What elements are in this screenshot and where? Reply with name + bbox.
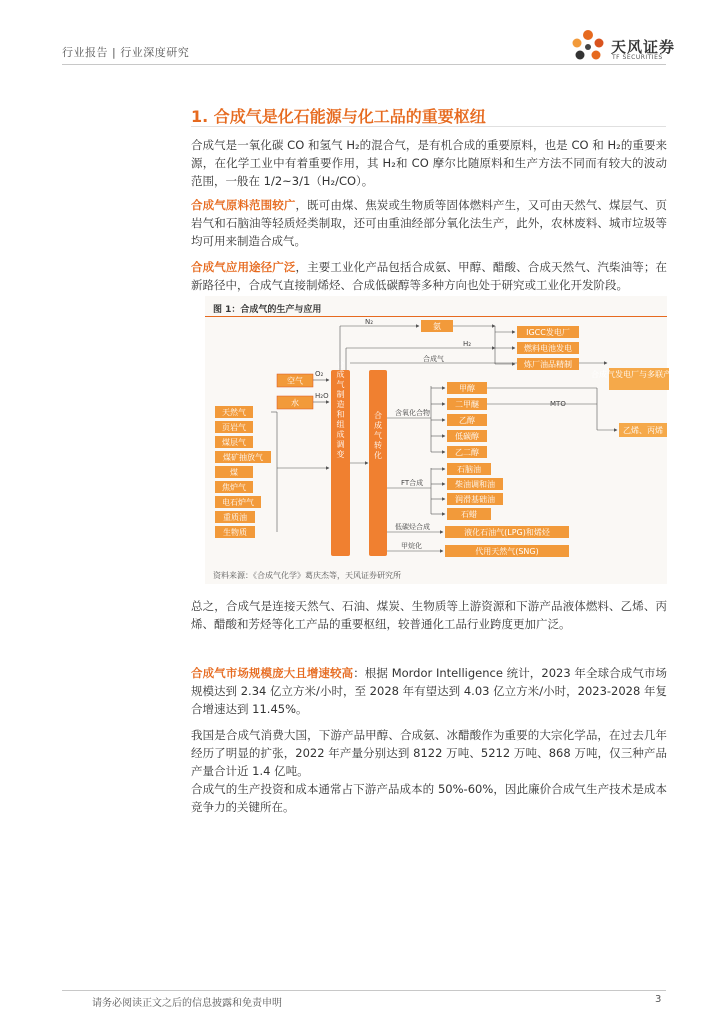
label-n2: N₂	[365, 318, 374, 326]
footer-divider	[62, 990, 666, 991]
svg-text:重质油: 重质油	[223, 513, 247, 522]
logo-icon	[568, 26, 608, 64]
label-syngas: 合成气	[423, 355, 444, 363]
svg-text:电石炉气: 电石炉气	[222, 498, 254, 507]
olefins-box	[619, 423, 667, 437]
label-oxygenates: 含氧化合物	[395, 409, 430, 417]
svg-text:焦炉气: 焦炉气	[222, 483, 246, 492]
svg-text:合成气发电厂与多联产技术: 合成气发电厂与多联产技术	[591, 370, 687, 379]
svg-text:代用天然气(SNG): 代用天然气(SNG)	[475, 547, 539, 556]
label-h2o: H₂O	[315, 392, 329, 400]
paragraph-intro: 合成气是一氧化碳 CO 和氢气 H₂的混合气，是有机合成的重要原料，也是 CO 和 H₂的重要来源，在化学工业中有着重要作用，其 H₂和 CO 摩尔比随原料和生产方法不同而有较大的波动范围，一般在 1/2~3/1（H₂/CO）。	[191, 138, 667, 188]
svg-text:合成气制造和组成调变: 合成气制造和组成调变	[336, 360, 345, 460]
paragraph-market-body: ：根据 Mordor Intelligence 统计，2023 年全球合成气市场规模达到 2.34 亿立方米/小时，至 2028 年有望达到 4.03 亿立方米/小时，2023-2028 年复合增速达到 11.45%。	[191, 666, 667, 716]
input-air	[277, 374, 313, 387]
process-conversion	[369, 370, 387, 556]
svg-text:乙醇: 乙醇	[459, 416, 475, 425]
svg-text:燃料电池发电: 燃料电池发电	[524, 344, 572, 353]
product-ammonia	[421, 320, 453, 332]
syngas-flow-diagram	[205, 318, 687, 568]
svg-text:煤层气: 煤层气	[222, 438, 246, 447]
highlight-feedstock: 合成气原料范围较广	[191, 198, 296, 212]
input-water	[277, 396, 313, 409]
paragraph-market	[191, 664, 667, 718]
figure-source: 资料来源：《合成气化学》葛庆杰等，天风证券研究所	[213, 571, 401, 580]
label-methanation: 甲烷化	[401, 542, 422, 550]
svg-text:甲醇: 甲醇	[459, 384, 475, 393]
paragraph-applications	[191, 258, 667, 294]
svg-text:石脑油: 石脑油	[457, 465, 481, 474]
lpg-box	[445, 526, 569, 538]
svg-text:液化石油气(LPG)和烯烃: 液化石油气(LPG)和烯烃	[464, 528, 550, 537]
svg-text:炼厂油品精制: 炼厂油品精制	[524, 360, 572, 369]
highlight-market: 合成气市场规模庞大且增速较高	[191, 666, 354, 680]
svg-text:氨: 氨	[433, 322, 441, 331]
section-title: 1. 合成气是化石能源与化工品的重要枢纽	[191, 107, 486, 126]
highlight-applications: 合成气应用途径广泛	[191, 260, 296, 274]
top-right-products	[517, 326, 579, 370]
label-low-carbon: 低碳烃合成	[395, 523, 430, 531]
paragraph-feedstock-body: ，既可由煤、焦炭或生物质等固体燃料产生，又可由天然气、煤层气、页岩气和石脑油等轻质烃类制取，还可由重油经部分氧化法生产，此外，农林废料、城市垃圾等均可用来制造合成气。	[191, 198, 667, 248]
svg-text:IGCC发电厂: IGCC发电厂	[526, 328, 570, 337]
paragraph-feedstock	[191, 196, 667, 250]
label-ft: FT合成	[401, 479, 424, 487]
process-production	[331, 359, 350, 556]
svg-text:煤矿抽放气: 煤矿抽放气	[223, 453, 263, 462]
svg-text:二甲醚: 二甲醚	[455, 400, 479, 409]
svg-text:石蜡: 石蜡	[461, 510, 477, 519]
paragraph-summary: 总之，合成气是连接天然气、石油、煤炭、生物质等上游资源和下游产品液体燃料、乙烯、丙烯、醋酸和芳烃等化工产品的重要枢纽，较普通化工品行业跨度更加广泛。	[191, 599, 667, 631]
svg-text:页岩气: 页岩气	[222, 423, 246, 432]
label-o2: O₂	[315, 370, 324, 378]
figure-title-rule	[205, 316, 667, 317]
section-divider	[191, 126, 666, 127]
footer-disclaimer: 请务必阅读正文之后的信息披露和免责申明	[92, 998, 282, 1009]
svg-text:乙烯、丙烯: 乙烯、丙烯	[623, 426, 663, 435]
figure-title: 图 1：合成气的生产与应用	[213, 305, 322, 315]
logo-name: 天风证券	[611, 38, 676, 56]
svg-text:生物质: 生物质	[223, 528, 247, 537]
paragraph-cost: 合成气的生产投资和成本通常占下游产品成本的 50%-60%，因此廉价合成气生产技术是成本竞争力的关键所在。	[191, 782, 667, 814]
sng-box	[445, 545, 569, 557]
header-breadcrumb: 行业报告 | 行业深度研究	[62, 46, 190, 59]
svg-text:柴油调和油: 柴油调和油	[455, 480, 495, 489]
oxygenate-products	[447, 382, 487, 458]
svg-text:乙二醇: 乙二醇	[455, 448, 479, 457]
label-h2: H₂	[463, 340, 472, 348]
svg-text:润滑基础油: 润滑基础油	[455, 495, 495, 504]
label-mto: MTO	[550, 400, 566, 408]
input-list	[215, 406, 271, 538]
page-number: 3	[655, 994, 662, 1005]
ft-products	[447, 463, 503, 520]
paragraph-china: 我国是合成气消费大国，下游产品甲醇、合成氨、冰醋酸作为重要的大宗化学品，在过去几年经历了明显的扩张，2022 年产量分别达到 8122 万吨、5212 万吨、868 万吨，仅三种产品产量合计近 1.4 亿吨。	[191, 728, 667, 778]
paragraph-applications-body: ，主要工业化产品包括合成氨、甲醇、醋酸、合成天然气、汽柴油等；在新路径中，合成气直接制烯烃、合成低碳醇等多种方向也处于研究或工业化开发阶段。	[191, 260, 667, 292]
svg-text:合成气转化: 合成气转化	[373, 411, 383, 461]
svg-text:煤: 煤	[230, 468, 238, 477]
svg-text:低碳醇: 低碳醇	[455, 432, 479, 441]
logo-subtitle: TF SECURITIES	[612, 54, 663, 61]
svg-text:空气: 空气	[287, 376, 303, 386]
svg-text:天然气: 天然气	[222, 408, 246, 417]
svg-text:水: 水	[291, 398, 299, 408]
header-divider	[62, 64, 666, 65]
cogeneration-box	[591, 368, 687, 390]
